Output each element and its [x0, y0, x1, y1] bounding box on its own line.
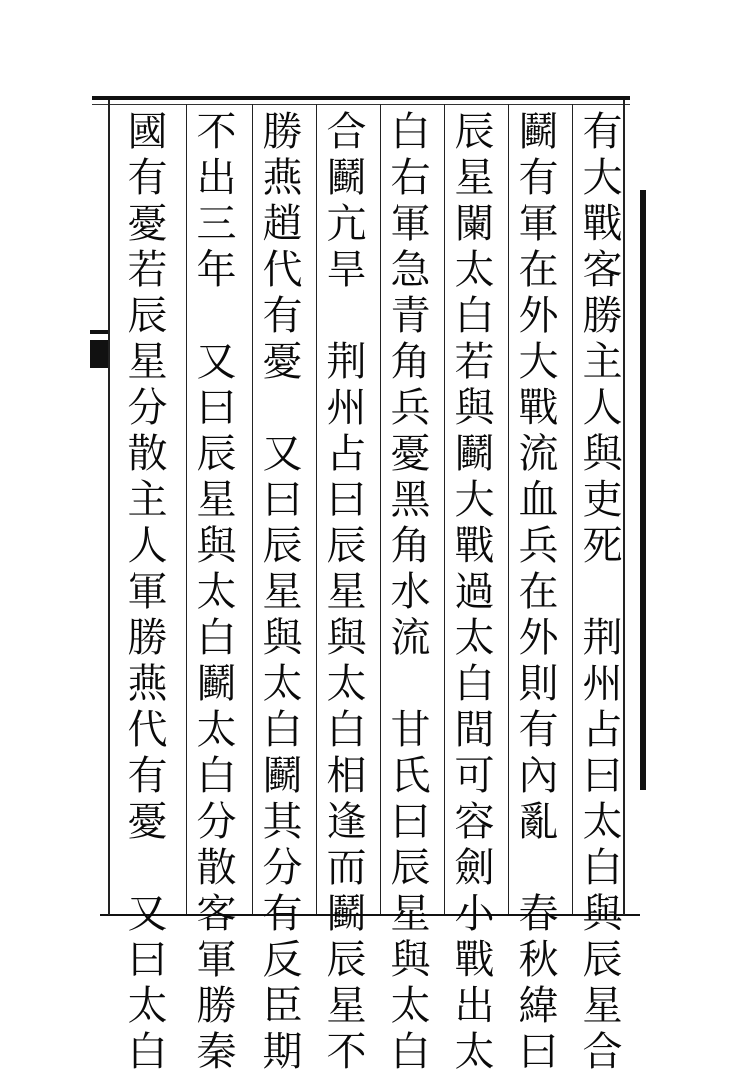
column-text-6: 勝燕趙代有憂 又曰辰星與太白鬬其分有反臣期 — [256, 110, 302, 1076]
text-column-2 — [508, 104, 561, 1076]
fishtail-mark — [90, 340, 108, 368]
column-text-1: 有大戰客勝主人與吏死 荆州占曰太白與辰星合 — [576, 110, 622, 1076]
text-column-6 — [252, 104, 305, 1076]
column-text-5: 合鬬亢旱 荆州占曰辰星與太白相逢而鬬辰星不 — [320, 110, 366, 1076]
text-column-7 — [186, 104, 239, 1076]
column-text-7: 不出三年 又曰辰星與太白鬬太白分散客軍勝秦 — [190, 110, 236, 1076]
text-column-8 — [118, 104, 170, 1076]
column-text-4: 白右軍急青角兵憂黑角水流 甘氏曰辰星與太白 — [384, 110, 430, 1076]
frame-top-rule — [92, 96, 630, 100]
binding-edge-bar — [640, 190, 646, 790]
fishtail-mark-top — [90, 330, 108, 334]
text-column-5 — [316, 104, 369, 1076]
text-column-1 — [572, 104, 625, 1076]
column-text-2: 鬬有軍在外大戰流血兵在外則有內亂 春秋緯曰 — [512, 110, 558, 1076]
text-column-3 — [444, 104, 497, 1076]
text-column-4 — [380, 104, 433, 1076]
frame-left-rule — [108, 100, 110, 915]
column-text-8: 國有憂若辰星分散主人軍勝燕代有憂 又曰太白 — [121, 110, 167, 1076]
column-text-3: 辰星闌太白若與鬬大戰過太白間可容劍小戰出太 — [448, 110, 494, 1076]
